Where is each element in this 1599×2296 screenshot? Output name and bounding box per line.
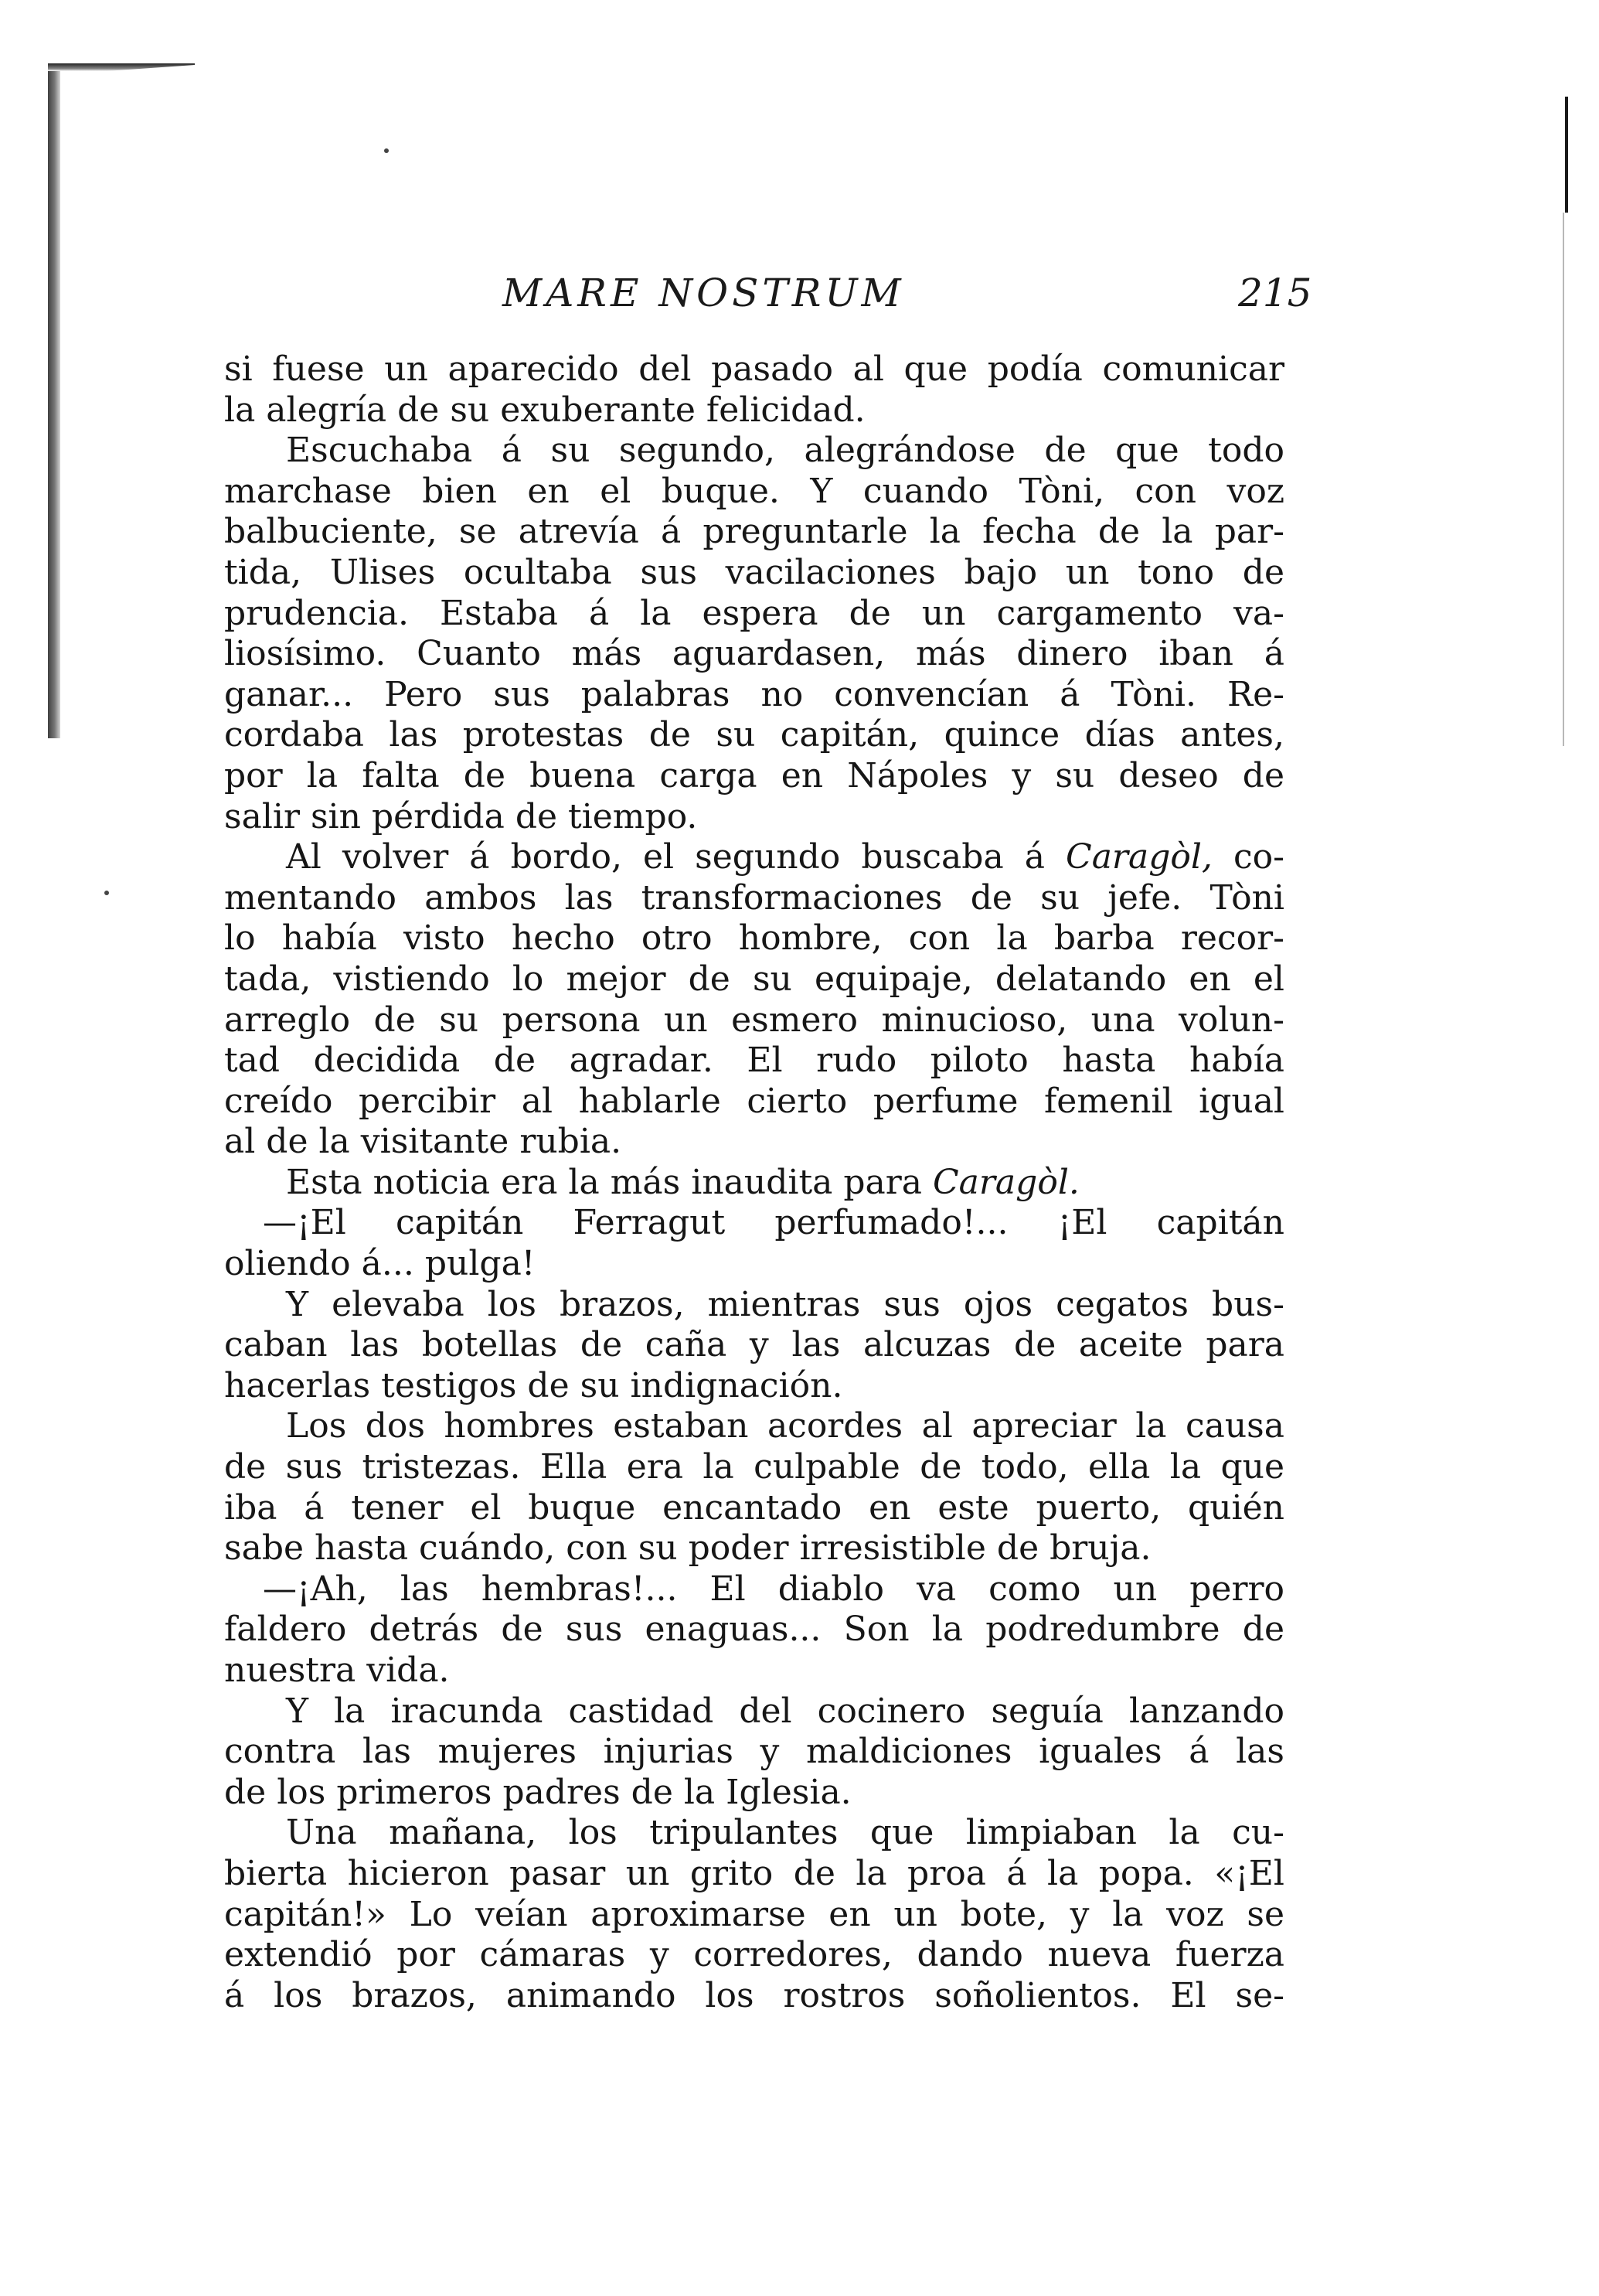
text-line: por la falta de buena carga en Nápoles y su deseo de [224,755,1284,795]
text-line: de sus tristezas. Ella era la culpable de todo, ella la que [224,1447,1284,1487]
text-line: creído percibir al hablarle cierto perfume femenil igual [224,1081,1284,1121]
text-line: Escuchaba á su segundo, alegrándose de que todo [286,431,1284,471]
scan-right-edge-faint [1563,213,1564,746]
italic-name: Caragòl, [1066,837,1213,877]
text-line: marchase bien en el buque. Y cuando Tòni, con voz [224,471,1284,511]
text-line: tad decidida de agradar. El rudo piloto hasta había [224,1041,1284,1081]
text-line: nuestra vida. [224,1650,450,1690]
text-line: ganar... Pero sus palabras no convencían á Tòni. Re- [224,674,1284,714]
text-line: —¡Ah, las hembras!... El diablo va como un perro [263,1569,1284,1609]
text-line: cordaba las protestas de su capitán, quince días antes, [224,715,1284,755]
text-line: la alegría de su exuberante felicidad. [224,390,866,430]
scan-speck [104,891,109,895]
text-line: si fuese un aparecido del pasado al que podía comunicar [224,349,1284,389]
text-line: Una mañana, los tripulantes que limpiaban la cu- [286,1813,1284,1853]
text-line: lo había visto hecho otro hombre, con la barba recor- [224,918,1284,959]
body-text [224,349,1284,2016]
text-line: Los dos hombres estaban acordes al apreciar la causa [286,1406,1284,1446]
text-line: faldero detrás de sus enaguas... Son la podredumbre de [224,1610,1284,1650]
text-line: balbuciente, se atrevía á preguntarle la fecha de la par- [224,512,1284,552]
text-line: prudencia. Estaba á la espera de un cargamento va- [224,593,1284,633]
text-run: co- [1212,837,1284,877]
text-line [224,837,1284,878]
text-line: liosísimo. Cuanto más aguardasen, más dinero iban á [224,634,1284,674]
page-number: 215 [1238,271,1312,315]
text-line: sabe hasta cuándo, con su poder irresistible de bruja. [224,1528,1152,1569]
text-run: Al volver á bordo, el segundo buscaba á [286,837,1067,877]
running-head-title: MARE NOSTRUM [502,271,905,315]
scan-binding-top-edge [48,63,195,71]
text-line: oliendo á... pulga! [224,1244,536,1284]
text-line: arreglo de su persona un esmero minucioso, una volun- [224,1000,1284,1040]
scan-binding-shadow [48,66,60,738]
text-line: iba á tener el buque encantado en este puerto, quién [224,1487,1284,1528]
italic-name: Caragòl. [933,1162,1080,1202]
text-line: al de la visitante rubia. [224,1122,622,1162]
scan-right-edge [1565,97,1568,213]
text-line [224,1163,1284,1204]
text-run: Esta noticia era la más inaudita para [286,1162,933,1202]
text-line: Y elevaba los brazos, mientras sus ojos cegatos bus- [286,1284,1284,1324]
text-line: Y la iracunda castidad del cocinero seguía lanzando [286,1691,1284,1731]
text-line: tada, vistiendo lo mejor de su equipaje, delatando en el [224,959,1284,999]
text-line: —¡El capitán Ferragut perfumado!... ¡El capitán [263,1203,1284,1243]
text-line: contra las mujeres injurias y maldiciones iguales á las [224,1732,1284,1772]
scan-speck [384,148,389,153]
text-line: bierta hicieron pasar un grito de la proa á la popa. «¡El [224,1853,1284,1893]
text-line: salir sin pérdida de tiempo. [224,796,698,836]
text-line: capitán!» Lo veían aproximarse en un bote, y la voz se [224,1894,1284,1934]
text-line: á los brazos, animando los rostros soñolientos. El se- [224,1975,1284,2015]
text-line: tida, Ulises ocultaba sus vacilaciones bajo un tono de [224,552,1284,592]
text-line: extendió por cámaras y corredores, dando nueva fuerza [224,1935,1284,1975]
text-line: caban las botellas de caña y las alcuzas de aceite para [224,1325,1284,1365]
text-line: hacerlas testigos de su indignación. [224,1365,843,1405]
text-line: de los primeros padres de la Iglesia. [224,1772,852,1812]
text-line: mentando ambos las transformaciones de su jefe. Tòni [224,877,1284,918]
